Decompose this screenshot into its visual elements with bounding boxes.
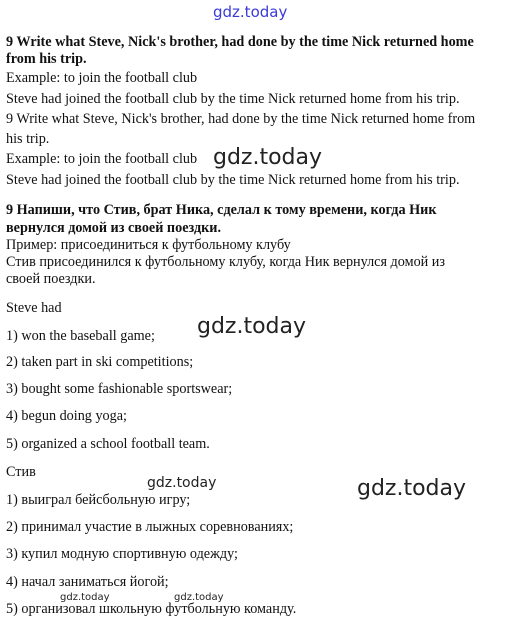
task-title-en-line2: from his trip.: [6, 51, 87, 67]
answers-ru-lead: Стив: [6, 464, 36, 480]
task-title-ru-line2: вернулся домой из своей поездки.: [6, 220, 222, 236]
example-en: Example: to join the football club: [6, 70, 198, 86]
example-ru: Пример: присоединиться к футбольному клубу: [6, 237, 291, 253]
example-answer-en-repeat: Steve had joined the football club by the time Nick returned home from his trip.: [6, 172, 460, 188]
answer-ru-5: 5) организовал школьную футбольную команду.: [6, 601, 297, 617]
watermark-6: gdz.today: [174, 592, 224, 603]
answer-en-4: 4) begun doing yoga;: [6, 408, 127, 424]
watermark-1: gdz.today: [213, 145, 323, 170]
answer-ru-1: 1) выиграл бейсбольную игру;: [6, 492, 191, 508]
watermark-4: gdz.today: [147, 475, 217, 491]
example-answer-en: Steve had joined the football club by the time Nick returned home from his trip.: [6, 91, 460, 107]
task-repeat-en-line1: 9 Write what Steve, Nick's brother, had done by the time Nick returned home from: [6, 111, 476, 127]
example-answer-ru-line1: Стив присоединился к футбольному клубу, когда Ник вернулся домой из: [6, 254, 446, 270]
watermark-top: gdz.today: [213, 3, 288, 21]
example-en-repeat: Example: to join the football club: [6, 151, 198, 167]
watermark-5: gdz.today: [60, 592, 110, 603]
answer-en-5: 5) organized a school football team.: [6, 436, 210, 452]
task-repeat-en-line2: his trip.: [6, 131, 50, 147]
task-title-ru-line1: 9 Напиши, что Стив, брат Ника, сделал к тому времени, когда Ник: [6, 202, 437, 218]
watermark-2: gdz.today: [197, 314, 307, 339]
answers-en-lead: Steve had: [6, 300, 62, 316]
answer-ru-3: 3) купил модную спортивную одежду;: [6, 546, 238, 562]
answer-ru-4: 4) начал заниматься йогой;: [6, 574, 169, 590]
answer-en-2: 2) taken part in ski competitions;: [6, 354, 194, 370]
answer-ru-2: 2) принимал участие в лыжных соревнованиях;: [6, 519, 294, 535]
watermark-3: gdz.today: [357, 476, 467, 501]
task-title-en-line1: 9 Write what Steve, Nick's brother, had done by the time Nick returned home: [6, 34, 474, 50]
answer-en-3: 3) bought some fashionable sportswear;: [6, 381, 233, 397]
answer-en-1: 1) won the baseball game;: [6, 328, 155, 344]
example-answer-ru-line2: своей поездки.: [6, 271, 96, 287]
